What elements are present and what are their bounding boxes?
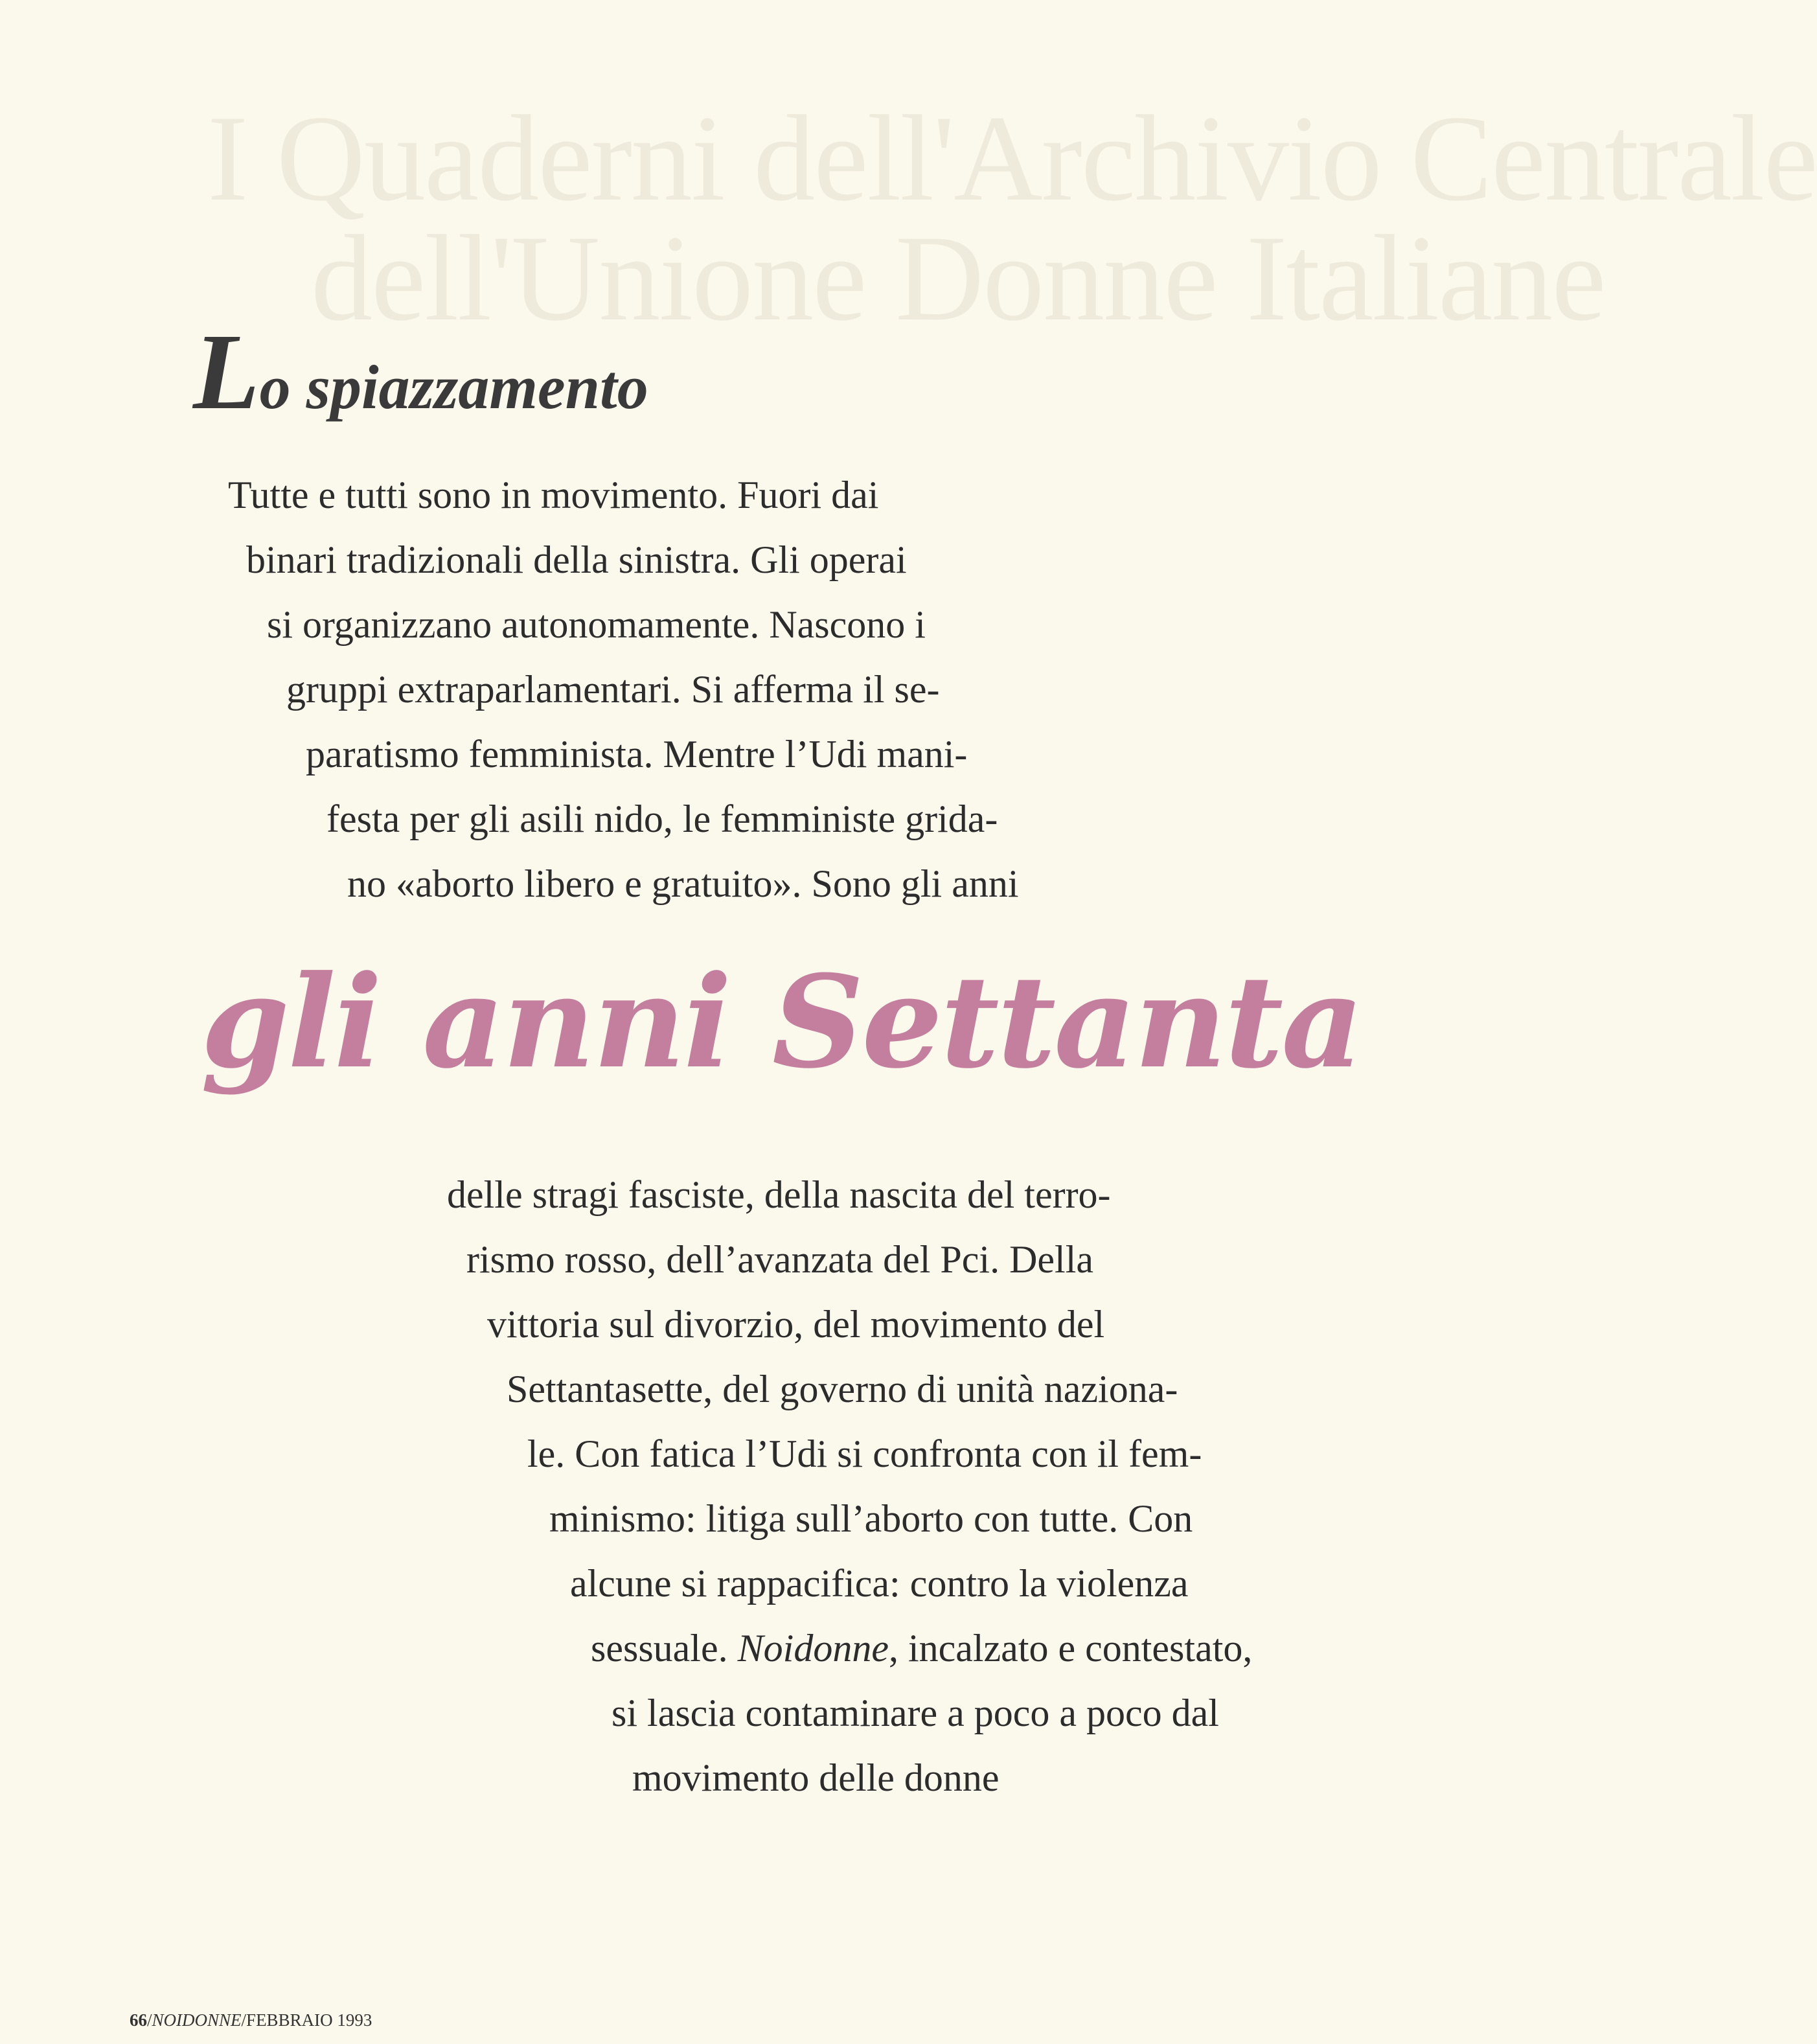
intro-line: binari tradizionali della sinistra. Gli operai (246, 538, 907, 581)
body-line: minismo: litiga sull’aborto con tutte. Con (549, 1497, 1193, 1540)
body-line: le. Con fatica l’Udi si confronta con il fem- (527, 1432, 1202, 1475)
magazine-name-italic: Noidonne (737, 1627, 889, 1670)
headline (193, 312, 648, 432)
page-footer (130, 2010, 372, 2030)
body-line: alcune si rappacifica: contro la violenza (570, 1562, 1189, 1605)
body-line: delle stragi fasciste, della nascita del terro- (447, 1173, 1111, 1216)
body-line (591, 1625, 1252, 1671)
body-line: movimento delle donne (632, 1756, 1000, 1799)
intro-line: si organizzano autonomamente. Nascono i (267, 603, 926, 646)
intro-line: gruppi extraparlamentari. Si afferma il se- (286, 668, 940, 711)
background-heading-line-2: dell'Unione Donne Italiane (311, 211, 1605, 347)
body-line-text: sessuale. (591, 1627, 738, 1670)
body-line: Settantasette, del governo di unità naziona- (507, 1368, 1178, 1410)
intro-line: paratismo femminista. Mentre l’Udi mani- (306, 733, 968, 775)
intro-line: festa per gli asili nido, le femministe grida- (326, 798, 998, 840)
page-number: 66 (130, 2010, 147, 2030)
headline-drop-letter: L (193, 312, 260, 432)
body-line-text: , incalzato e contestato, (888, 1627, 1253, 1670)
band-title: gli anni Settanta (201, 948, 1362, 1097)
publication-name: NOIDONNE (152, 2010, 242, 2030)
headline-rest: o spiazzamento (259, 352, 648, 422)
body-line: vittoria sul divorzio, del movimento del (487, 1303, 1105, 1346)
footer-separator: / (241, 2010, 247, 2030)
body-line: rismo rosso, dell’avanzata del Pci. Della (466, 1238, 1094, 1281)
background-heading-line-1: I Quaderni dell'Archivio Centrale (207, 91, 1817, 227)
issue-date: FEBBRAIO 1993 (246, 2010, 372, 2030)
body-line: si lascia contaminare a poco a poco dal (611, 1692, 1219, 1734)
intro-line: no «aborto libero e gratuito». Sono gli anni (347, 862, 1019, 905)
footer-separator: / (147, 2010, 152, 2030)
intro-line: Tutte e tutti sono in movimento. Fuori dai (228, 474, 879, 516)
